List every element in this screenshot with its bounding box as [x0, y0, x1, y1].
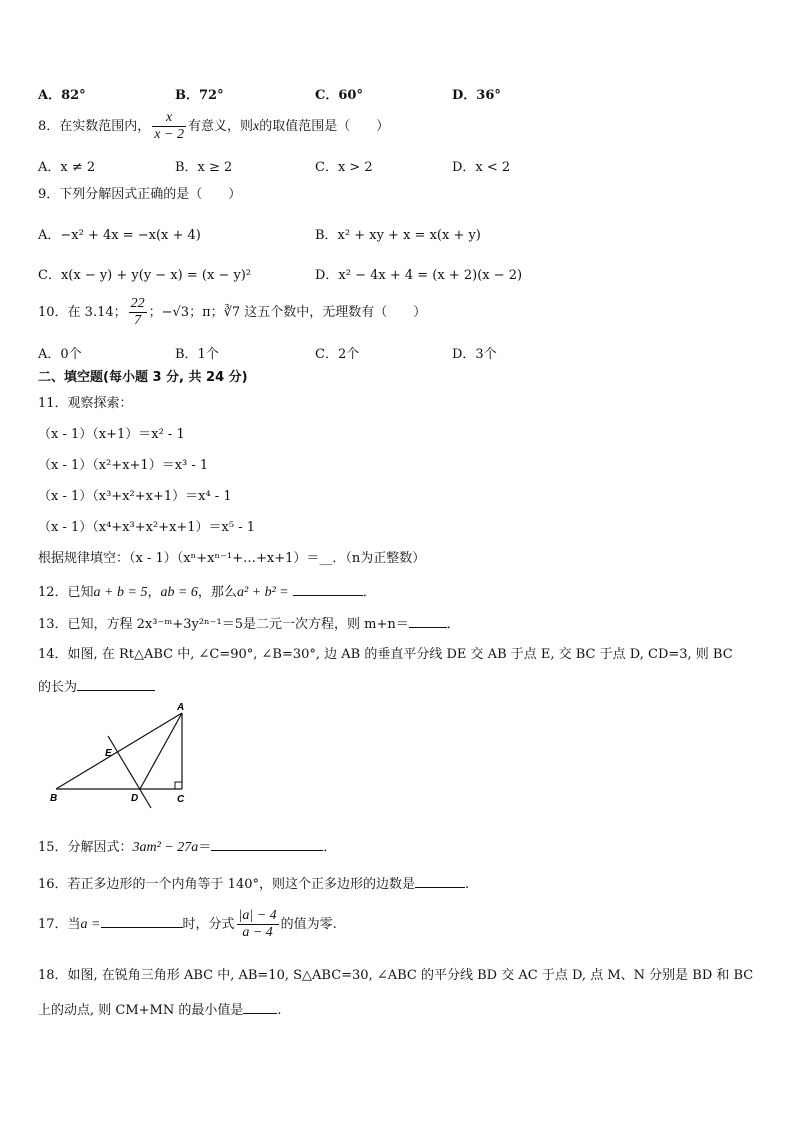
q13-text: 13．已知，方程 2x³⁻ᵐ+3y²ⁿ⁻¹＝5是二元一次方程，则 m+n＝ [38, 617, 409, 632]
q10-mid: ；−√3；π；∛7 这五个数中，无理数有（ ） [148, 305, 427, 321]
q17-frac-num: |a| − 4 [237, 908, 279, 925]
q9-option-c: C．x(x − y) + y(y − x) = (x − y)² [38, 268, 252, 283]
q13-answer-blank[interactable] [409, 615, 447, 628]
q15-answer-blank[interactable] [211, 838, 323, 851]
q8-var: x [252, 119, 260, 135]
q8-frac-den: x − 2 [154, 127, 184, 143]
q9-option-b: B．x² + xy + x = x(x + y) [315, 228, 481, 243]
q17-mid: 时，分式 [182, 917, 235, 933]
q14-line-2: 的长为 [38, 680, 78, 695]
label-e: E [105, 748, 112, 759]
q14-line-2-wrap [38, 678, 155, 696]
q12-end: ． [362, 585, 376, 600]
q9-option-a: A．−x² + 4x = −x(x + 4) [38, 228, 201, 243]
q12-eq1: a + b = 5 [93, 585, 148, 600]
q18-line-1: 18．如图, 在锐角三角形 ABC 中, AB=10, S△ABC=30, ∠ABC 的平分线 BD 交 AC 于点 D, 点 M、N 分别是 BD 和 BC [38, 968, 754, 983]
q18-answer-blank[interactable] [243, 1001, 277, 1014]
q11-stem: 11．观察探索： [38, 396, 133, 411]
q10-option-b: B．1个 [175, 347, 219, 362]
q8-option-a: A．x ≠ 2 [38, 160, 96, 175]
q11-line-4: （x - 1）（x⁴+x³+x²+x+1）＝x⁵ - 1 [38, 520, 256, 535]
q12-answer-blank[interactable] [293, 583, 363, 596]
q12-eq3: a² + b² = [236, 585, 289, 600]
q10-fraction [129, 296, 147, 329]
q13-end: ． [446, 617, 460, 632]
question-17 [38, 908, 337, 941]
q17-end: 的值为零. [280, 917, 337, 933]
q12-mid: ，那么 [197, 585, 237, 600]
question-16 [38, 875, 469, 893]
question-12 [38, 583, 376, 602]
q11-line-1: （x - 1）（x+1）＝x² - 1 [38, 427, 185, 442]
q16-answer-blank[interactable] [415, 875, 465, 888]
segment-ab [56, 713, 182, 789]
q10-option-c: C．2个 [315, 347, 360, 362]
q12-prefix: 12．已知 [38, 585, 94, 600]
q7-option-b: B．72° [175, 88, 224, 103]
q18-end: . [277, 1003, 282, 1018]
q7-option-c: C．60° [315, 88, 363, 103]
label-c: C [177, 794, 185, 805]
q15-prefix: 15．分解因式： [38, 840, 133, 855]
question-15 [38, 838, 336, 857]
q8-option-b: B．x ≥ 2 [175, 160, 233, 175]
q8-fraction [152, 110, 186, 143]
q11-line-3: （x - 1）（x³+x²+x+1）＝x⁴ - 1 [38, 489, 232, 504]
q7-option-d: D．36° [452, 88, 501, 103]
label-b: B [50, 793, 58, 804]
q10-option-d: D．3个 [452, 347, 497, 362]
q10-option-a: A．0个 [38, 347, 82, 362]
q10-frac-num: 22 [129, 296, 147, 313]
section-2-heading: 二、填空题(每小题 3 分, 共 24 分) [38, 370, 248, 385]
q7-option-a: A．82° [38, 88, 86, 103]
question-8 [38, 110, 389, 143]
q12-sep: ， [147, 585, 161, 600]
q15-expr: 3am² − 27a [132, 840, 199, 855]
label-a: A [177, 702, 185, 713]
q16-text: 16．若正多边形的一个内角等于 140°，则这个正多边形的边数是 [38, 877, 415, 892]
q17-prefix: 17．当 [38, 917, 81, 933]
line-de-bisector [108, 736, 151, 808]
q8-option-c: C．x > 2 [315, 160, 373, 175]
q11-rule: 根据规律填空：（x - 1）（xⁿ+xⁿ⁻¹+…+x+1）＝__．（n为正整数） [38, 551, 426, 566]
q15-end: ． [323, 840, 337, 855]
q12-eq2: ab = 6 [160, 585, 198, 600]
q10-prefix: 10．在 3.14； [38, 305, 127, 321]
q14-triangle-figure [40, 700, 200, 812]
q16-end: . [465, 877, 470, 892]
q9-stem: 9．下列分解因式正确的是（ ） [38, 187, 242, 202]
q11-line-2: （x - 1）（x²+x+1）＝x³ - 1 [38, 458, 209, 473]
q9-option-d: D．x² − 4x + 4 = (x + 2)(x − 2) [315, 268, 523, 283]
q8-suffix-a: 有意义，则 [187, 119, 253, 135]
question-13 [38, 615, 460, 633]
question-10 [38, 296, 426, 329]
q8-suffix-b: 的取值范围是（ ） [259, 119, 390, 135]
q17-answer-blank[interactable] [101, 915, 183, 928]
q18-line-2-wrap [38, 1001, 282, 1019]
q8-option-d: D．x < 2 [452, 160, 511, 175]
q17-var: a = [80, 917, 101, 933]
right-angle-mark [175, 782, 182, 789]
q18-line-2: 上的动点, 则 CM+MN 的最小值是 [38, 1003, 244, 1018]
q17-frac-den: a − 4 [242, 925, 273, 941]
q14-answer-blank[interactable] [77, 678, 155, 691]
q14-line-1: 14．如图, 在 Rt△ABC 中, ∠C=90°, ∠B=30°, 边 AB 的垂直平分线 DE 交 AB 于点 E, 交 BC 于点 D, CD=3, 则 BC [38, 647, 733, 662]
q17-fraction [237, 908, 279, 941]
q8-prefix: 8．在实数范围内， [38, 119, 151, 135]
q8-frac-num: x [152, 110, 186, 127]
q10-frac-den: 7 [134, 313, 142, 329]
label-d: D [131, 793, 139, 804]
segment-ad [140, 713, 182, 789]
q15-eq: ＝ [198, 840, 212, 855]
